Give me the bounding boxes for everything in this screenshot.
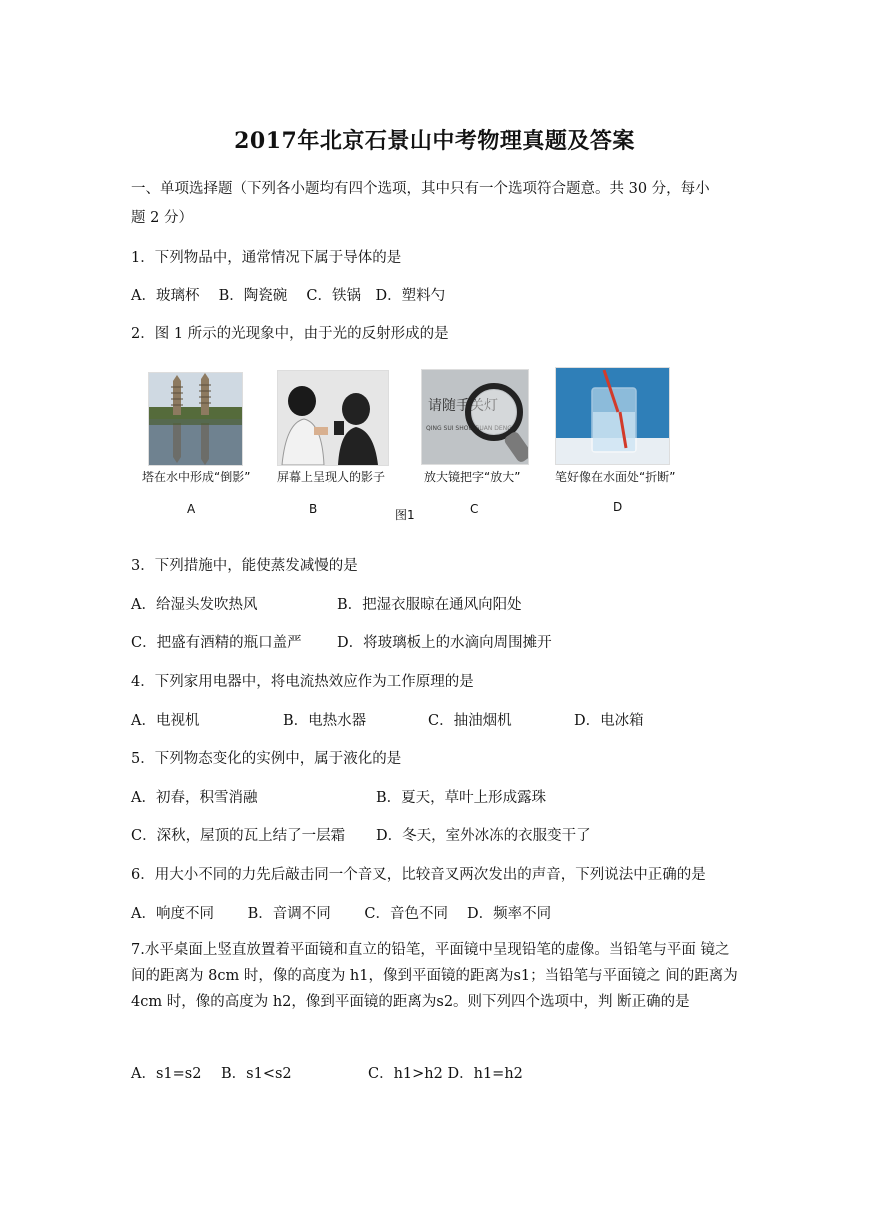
q5-stem: 5．下列物态变化的实例中，属于液化的是 [131, 751, 402, 767]
figure-c-letter: C [470, 502, 479, 516]
figure-label: 图1 [395, 508, 415, 522]
figure-a-letter: A [187, 502, 196, 516]
q2-stem: 2．图 1 所示的光现象中，由于光的反射形成的是 [131, 326, 449, 342]
sign-text: 请随手关灯 [428, 398, 498, 414]
q7-option-a: A．s1=s2 [131, 1066, 202, 1082]
q4-option-d: D．电冰箱 [574, 713, 644, 729]
q4-stem: 4．下列家用电器中，将电流热效应作为工作原理的是 [131, 674, 474, 690]
page-title: 2017年北京石景山中考物理真题及答案 [234, 128, 635, 154]
q4-option-a: A．电视机 [131, 713, 200, 729]
sign-pinyin: QING SUI SHOU GUAN DENG [426, 425, 512, 432]
q4-option-b: B．电热水器 [283, 713, 367, 729]
figure-d-caption: 笔好像在水面处“折断” [555, 470, 676, 484]
figure-d-refraction [555, 367, 670, 465]
q7-option-cd: C．h1>h2 D．h1=h2 [368, 1066, 523, 1082]
figure-c-caption: 放大镜把字“放大” [424, 470, 521, 484]
figure-a-pagoda-reflection [148, 372, 243, 466]
figure-a-caption: 塔在水中形成“倒影” [142, 470, 251, 484]
q5-option-c: C．深秋，屋顶的瓦上结了一层霜 [131, 828, 346, 844]
figure-b-shadow [277, 370, 389, 466]
q3-option-b: B．把湿衣服晾在通风向阳处 [337, 597, 522, 613]
q6-options: A．响度不同 B．音调不同 C．音色不同 D．频率不同 [131, 906, 552, 922]
q3-option-d: D．将玻璃板上的水滴向周围摊开 [337, 635, 552, 651]
q3-option-a: A．给湿头发吹热风 [131, 597, 258, 613]
section-heading-line2: 题 2 分） [131, 210, 193, 226]
q3-stem: 3．下列措施中，能使蒸发减慢的是 [131, 558, 358, 574]
q1-options: A．玻璃杯 B．陶瓷碗 C．铁锅 D．塑料勺 [131, 288, 446, 304]
q5-option-b: B．夏天，草叶上形成露珠 [376, 790, 547, 806]
q6-stem: 6．用大小不同的力先后敲击同一个音叉，比较音叉两次发出的声音，下列说法中正确的是 [131, 867, 706, 883]
q4-option-c: C．抽油烟机 [428, 713, 512, 729]
q7-stem: 7.水平桌面上竖直放置着平面镜和直立的铅笔，平面镜中呈现铅笔的虚像。当铅笔与平面 镜之间的距离为 8cm 时，像的高度为 h1，像到平面镜的距离为s1；当铅笔与平面镜之 间的距离为 4cm 时，像的高度为 h2，像到平面镜的距离为s2。则下列四个选项中，判 断正确的是 [131, 942, 738, 1010]
q3-option-c: C．把盛有酒精的瓶口盖严 [131, 635, 302, 651]
figure-d-letter: D [613, 500, 623, 514]
q5-option-d: D．冬天，室外冰冻的衣服变干了 [376, 828, 591, 844]
q5-option-a: A．初春，积雪消融 [131, 790, 258, 806]
q7-option-b: B．s1<s2 [221, 1066, 292, 1082]
figure-b-letter: B [309, 502, 318, 516]
figure-c-magnifier [421, 369, 529, 465]
figure-b-caption: 屏幕上呈现人的影子 [277, 470, 386, 484]
section-heading-line1: 一、单项选择题（下列各小题均有四个选项，其中只有一个选项符合题意。共 30 分，每小 [131, 181, 710, 197]
q1-stem: 1．下列物品中，通常情况下属于导体的是 [131, 250, 402, 266]
